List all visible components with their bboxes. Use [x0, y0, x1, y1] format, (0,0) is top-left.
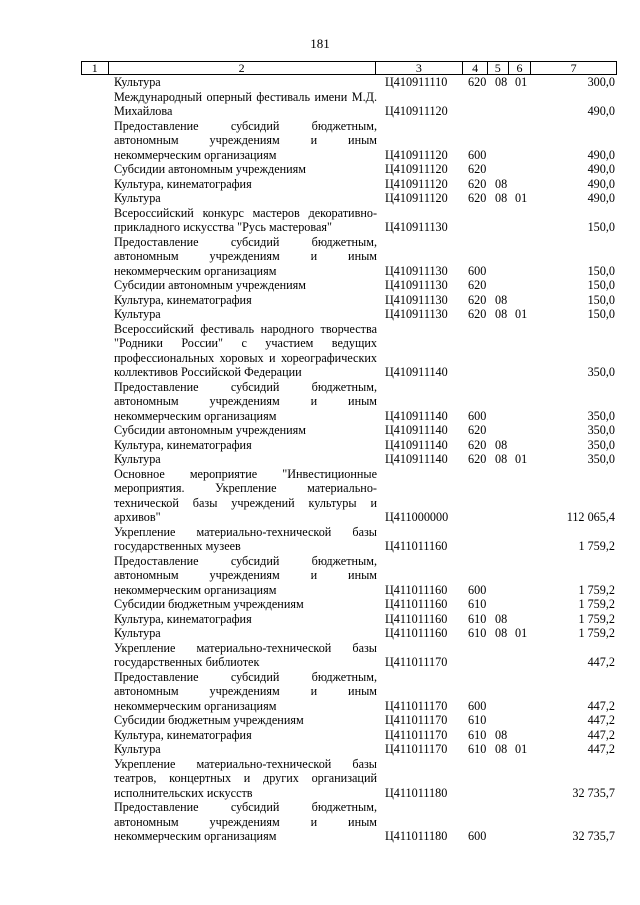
- table-row: [81, 75, 617, 90]
- row-number-cell: [81, 191, 107, 206]
- row-amount: 490,0: [587, 191, 615, 205]
- header-col-6: 6: [509, 62, 532, 74]
- row-amount: 1 759,2: [578, 626, 615, 640]
- row-code: Ц411011160: [385, 539, 448, 553]
- row-amount: 150,0: [587, 292, 615, 307]
- row-name: Предоставление субсидий бюджетным, автономным учреждениям и иным некоммерческим организациям: [114, 669, 377, 713]
- row-amount: 490,0: [587, 176, 615, 191]
- row-expense-type: 620: [468, 307, 487, 321]
- row-number-cell: [81, 452, 107, 467]
- row-name: Культура: [114, 742, 161, 756]
- row-name: Предоставление субсидий бюджетным, автономным учреждениям и иным некоммерческим организациям: [114, 553, 377, 597]
- row-expense-type: 620: [468, 437, 487, 452]
- row-amount: 1 759,2: [578, 597, 615, 611]
- row-name: Всероссийский конкурс мастеров декоративно-прикладного искусства "Русь мастеровая": [114, 205, 377, 234]
- row-subsection: 01: [515, 75, 528, 89]
- row-expense-type: 610: [468, 626, 487, 640]
- row-name: Субсидии автономным учреждениям: [114, 278, 306, 292]
- row-number-cell: [81, 75, 107, 90]
- table-row: [81, 90, 617, 119]
- row-name: Предоставление субсидий бюджетным, автономным учреждениям и иным некоммерческим организациям: [114, 118, 377, 162]
- row-number-cell: [81, 90, 107, 119]
- table-row: [81, 597, 617, 612]
- row-subsection: 01: [515, 307, 528, 321]
- row-number-cell: [81, 597, 107, 612]
- row-expense-type: 600: [468, 829, 487, 843]
- row-number-cell: [81, 423, 107, 438]
- row-number-cell: [81, 626, 107, 641]
- row-code: Ц410911130: [385, 292, 448, 307]
- row-amount: 447,2: [587, 713, 615, 727]
- row-amount: 490,0: [587, 104, 615, 118]
- row-amount: 150,0: [587, 263, 615, 278]
- row-amount: 1 759,2: [578, 611, 615, 626]
- row-expense-type: 600: [468, 582, 487, 597]
- row-amount: 490,0: [587, 162, 615, 176]
- row-number-cell: [81, 525, 107, 554]
- row-code: Ц410911140: [385, 423, 448, 437]
- row-amount: 447,2: [587, 727, 615, 742]
- row-expense-type: 620: [468, 176, 487, 191]
- row-code: Ц411011170: [385, 655, 448, 669]
- row-name: Субсидии бюджетным учреждениям: [114, 713, 304, 727]
- page-number: 181: [310, 36, 330, 51]
- row-number-cell: [81, 641, 107, 670]
- row-number-cell: [81, 670, 107, 714]
- table-header: [81, 61, 617, 75]
- table-row: [81, 626, 617, 641]
- row-number-cell: [81, 554, 107, 598]
- row-number-cell: [81, 278, 107, 293]
- row-subsection: 01: [515, 191, 528, 205]
- row-expense-type: 620: [468, 292, 487, 307]
- row-section: 08: [495, 452, 508, 466]
- row-code: Ц410911120: [385, 104, 448, 118]
- row-name: Культура: [114, 191, 161, 205]
- row-number-cell: [81, 438, 107, 453]
- table-row: [81, 119, 617, 163]
- table-row: [81, 438, 617, 453]
- row-amount: 350,0: [587, 452, 615, 466]
- row-code: Ц410911140: [385, 408, 448, 423]
- row-code: Ц410911120: [385, 191, 448, 205]
- row-amount: 350,0: [587, 408, 615, 423]
- table-row: [81, 800, 617, 844]
- row-code: Ц410911130: [385, 220, 448, 234]
- row-number-cell: [81, 235, 107, 279]
- row-name: Предоставление субсидий бюджетным, автономным учреждениям и иным некоммерческим организациям: [114, 800, 377, 843]
- row-name: Основное мероприятие "Инвестиционные мероприятия. Укрепление материально-технической базы учреждений культуры и архивов": [114, 466, 377, 524]
- row-number-cell: [81, 713, 107, 728]
- row-number-cell: [81, 293, 107, 308]
- table-row: [81, 467, 617, 525]
- table-row: [81, 452, 617, 467]
- header-col-2: 2: [109, 62, 376, 74]
- row-number-cell: [81, 119, 107, 163]
- budget-table: [81, 61, 617, 844]
- row-name: Культура, кинематография: [114, 176, 252, 191]
- row-expense-type: 620: [468, 162, 487, 176]
- row-amount: 1 759,2: [578, 582, 615, 597]
- row-amount: 150,0: [587, 278, 615, 292]
- row-section: 08: [495, 742, 508, 756]
- row-code: Ц411011160: [385, 626, 448, 640]
- row-code: Ц411011170: [385, 713, 448, 727]
- row-name: Субсидии бюджетным учреждениям: [114, 597, 304, 611]
- row-amount: 350,0: [587, 365, 615, 379]
- row-expense-type: 610: [468, 611, 487, 626]
- table-row: [81, 322, 617, 380]
- table-row: [81, 757, 617, 801]
- row-code: Ц411011160: [385, 611, 448, 626]
- row-number-cell: [81, 742, 107, 757]
- row-amount: 300,0: [587, 75, 615, 89]
- row-number-cell: [81, 322, 107, 380]
- table-row: [81, 162, 617, 177]
- row-code: Ц411000000: [385, 510, 449, 524]
- row-amount: 1 759,2: [578, 539, 615, 553]
- row-expense-type: 620: [468, 278, 487, 292]
- table-row: [81, 206, 617, 235]
- row-name: Субсидии автономным учреждениям: [114, 423, 306, 437]
- row-number-cell: [81, 162, 107, 177]
- row-code: Ц411011170: [385, 698, 448, 713]
- row-amount: 447,2: [587, 742, 615, 756]
- row-expense-type: 610: [468, 713, 487, 727]
- row-amount: 150,0: [587, 220, 615, 234]
- row-code: Ц410911140: [385, 365, 448, 379]
- row-section: 08: [495, 176, 508, 191]
- row-section: 08: [495, 611, 508, 626]
- row-amount: 447,2: [587, 655, 615, 669]
- header-col-7: 7: [570, 61, 577, 75]
- row-expense-type: 600: [468, 408, 487, 423]
- table-row: [81, 380, 617, 424]
- table-row: [81, 670, 617, 714]
- table-row: [81, 713, 617, 728]
- row-code: Ц411011160: [385, 582, 448, 597]
- row-subsection: 01: [515, 626, 528, 640]
- row-name: Субсидии автономным учреждениям: [114, 162, 306, 176]
- header-col-5: 5: [488, 62, 509, 74]
- table-row: [81, 177, 617, 192]
- header-col-4: 4: [463, 62, 488, 74]
- row-amount: 447,2: [587, 698, 615, 713]
- table-row: [81, 728, 617, 743]
- row-name: Предоставление субсидий бюджетным, автономным учреждениям и иным некоммерческим организациям: [114, 234, 377, 278]
- row-code: Ц410911140: [385, 452, 448, 466]
- table-body: [81, 75, 617, 844]
- row-amount: 490,0: [587, 147, 615, 162]
- header-col-3: 3: [376, 62, 464, 74]
- row-expense-type: 620: [468, 75, 487, 89]
- row-expense-type: 600: [468, 147, 487, 162]
- row-amount: 350,0: [587, 423, 615, 437]
- row-code: Ц410911120: [385, 162, 448, 176]
- table-row: [81, 235, 617, 279]
- row-amount: 150,0: [587, 307, 615, 321]
- row-code: Ц410911140: [385, 437, 448, 452]
- row-name: Международный оперный фестиваль имени М.Д. Михайлова: [114, 89, 377, 118]
- row-expense-type: 620: [468, 191, 487, 205]
- row-amount: 32 735,7: [572, 829, 615, 843]
- row-number-cell: [81, 757, 107, 801]
- row-name: Культура: [114, 75, 161, 89]
- table-row: [81, 742, 617, 757]
- row-code: Ц410911130: [385, 263, 448, 278]
- row-subsection: 01: [515, 742, 528, 756]
- row-code: Ц410911130: [385, 307, 448, 321]
- row-code: Ц410911120: [385, 147, 448, 162]
- row-code: Ц410911120: [385, 176, 448, 191]
- table-row: [81, 191, 617, 206]
- row-expense-type: 620: [468, 423, 487, 437]
- row-number-cell: [81, 612, 107, 627]
- row-code: Ц410911130: [385, 278, 448, 292]
- table-row: [81, 423, 617, 438]
- row-expense-type: 610: [468, 727, 487, 742]
- row-number-cell: [81, 467, 107, 525]
- row-name: Культура: [114, 307, 161, 321]
- row-amount: 350,0: [587, 437, 615, 452]
- row-code: Ц411011180: [385, 785, 448, 800]
- row-section: 08: [495, 437, 508, 452]
- row-number-cell: [81, 206, 107, 235]
- row-section: 08: [495, 307, 508, 321]
- row-code: Ц411011170: [385, 727, 448, 742]
- row-subsection: 01: [515, 452, 528, 466]
- header-col-1: 1: [82, 62, 109, 74]
- row-code: Ц411011160: [385, 597, 448, 611]
- row-section: 08: [495, 191, 508, 205]
- row-name: Культура, кинематография: [114, 727, 252, 742]
- row-number-cell: [81, 307, 107, 322]
- row-name: Культура, кинематография: [114, 437, 252, 452]
- row-number-cell: [81, 800, 107, 844]
- row-section: 08: [495, 727, 508, 742]
- row-name: Культура: [114, 626, 161, 640]
- row-name: Культура, кинематография: [114, 292, 252, 307]
- row-name: Укрепление материально-технической базы государственных библиотек: [114, 640, 377, 669]
- row-number-cell: [81, 728, 107, 743]
- row-name: Культура, кинематография: [114, 611, 252, 626]
- row-number-cell: [81, 177, 107, 192]
- row-expense-type: 610: [468, 597, 487, 611]
- row-code: Ц411011170: [385, 742, 448, 756]
- row-name: Всероссийский фестиваль народного творчества "Родники России" с участием ведущих профессиональных хоровых и хореографических коллективов Российской Федерации: [114, 321, 377, 379]
- table-row: [81, 293, 617, 308]
- row-number-cell: [81, 380, 107, 424]
- row-amount: 112 065,4: [566, 510, 615, 524]
- row-name: Культура: [114, 452, 161, 466]
- table-row: [81, 641, 617, 670]
- table-row: [81, 554, 617, 598]
- row-name: Предоставление субсидий бюджетным, автономным учреждениям и иным некоммерческим организациям: [114, 379, 377, 423]
- row-name: Укрепление материально-технической базы театров, концертных и других организаций исполнительских искусств: [114, 756, 377, 800]
- row-expense-type: 600: [468, 698, 487, 713]
- row-code: Ц411011180: [385, 829, 448, 843]
- row-code: Ц410911110: [385, 75, 448, 89]
- row-expense-type: 610: [468, 742, 487, 756]
- row-expense-type: 620: [468, 452, 487, 466]
- table-row: [81, 525, 617, 554]
- row-amount: 32 735,7: [572, 785, 615, 800]
- row-section: 08: [495, 626, 508, 640]
- table-row: [81, 278, 617, 293]
- row-expense-type: 600: [468, 263, 487, 278]
- row-section: 08: [495, 292, 508, 307]
- table-row: [81, 612, 617, 627]
- row-section: 08: [495, 75, 508, 89]
- table-row: [81, 307, 617, 322]
- row-name: Укрепление материально-технической базы государственных музеев: [114, 524, 377, 553]
